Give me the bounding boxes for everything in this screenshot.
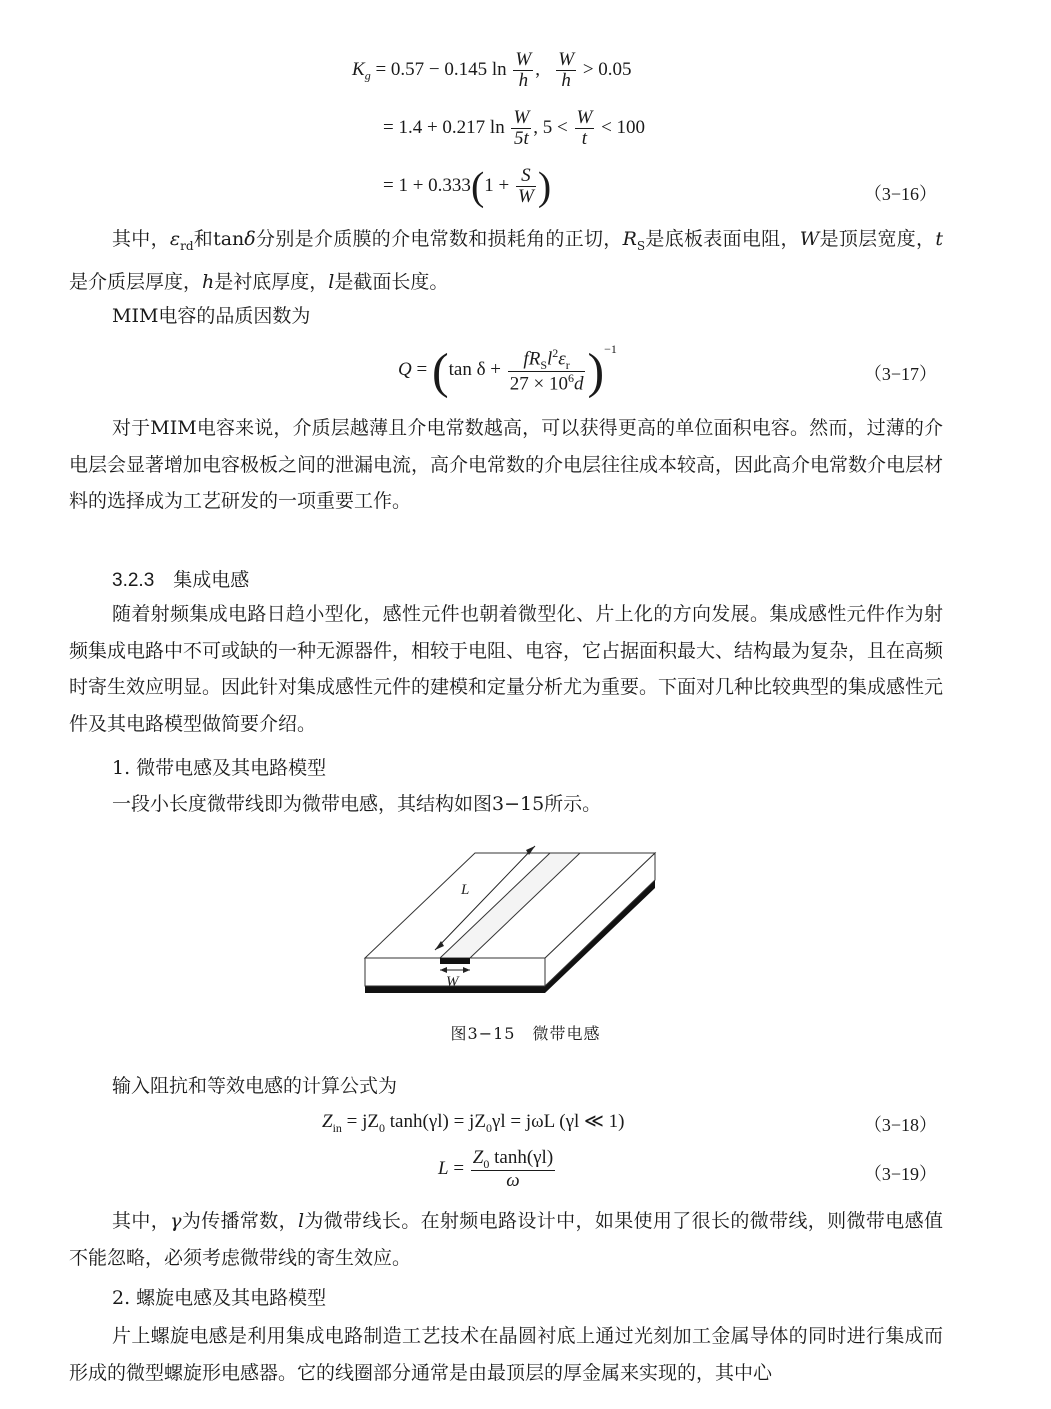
section-heading: 3.2.3 集成电感 bbox=[112, 570, 250, 591]
eq-3-16-line1: $K_g = 0.57 - 0.145$ ln $\frac{W}{h}$ , $\frac{W}{h}$ > 0.05 bbox=[352, 49, 632, 91]
figure-microstrip-inductor bbox=[355, 838, 665, 1010]
structure-intro: 一段小长度微带线即为微带电感，其结构如图3−15所示。 bbox=[112, 793, 602, 815]
paragraph-microstrip: 其中，γ为传播常数，l为微带线长。在射频电路设计中，如果使用了很长的微带线，则微带电感值不能忽略，必须考虑微带线的寄生效应。 bbox=[69, 1210, 943, 1269]
eq-3-16-line2: = 1.4 + 0.217 ln $\frac{W}{5t}$ , 5 < $\frac{W}{t}$ < 100 bbox=[383, 107, 646, 149]
eq-3-17: Q = (tan δ + $\frac{fR_Sl^2\varepsilon_r}{27 \times 10^6d}$ )$^{-1}$ bbox=[398, 342, 617, 399]
label-L: L bbox=[461, 882, 470, 898]
label-W: W bbox=[446, 974, 459, 990]
eq-3-17-number: （3−17） bbox=[863, 364, 937, 384]
eq-3-16-line3: = 1 + 0.333(1 + $\frac{S}{W}$ ) bbox=[383, 163, 552, 209]
eq-3-16-number: （3−16） bbox=[863, 184, 937, 204]
input-formula-intro: 输入阻抗和等效电感的计算公式为 bbox=[112, 1075, 398, 1097]
paragraph-mim: 对于MIM电容来说，介质层越薄且介电常数越高，可以获得更高的单位面积电容。然而，过薄的介电层会显著增加电容极板之间的泄漏电流，高介电常数的介电层往往成本较高，因此高介电常数介电层材料的选择成为工艺研发的一项重要工作。 bbox=[69, 417, 944, 512]
eq-3-18: $Z_{in} = jZ_0$ $\tanh(\gamma l) = jZ_0\gamma l = j\omega L$ (γl ≪ 1) bbox=[322, 1111, 625, 1135]
eq-3-19: L = $\frac{Z_0 \tanh(\gamma l)}{\omega}$ bbox=[438, 1147, 554, 1192]
eq-3-18-number: （3−18） bbox=[863, 1115, 937, 1135]
item-1-heading: 1. 微带电感及其电路模型 bbox=[112, 757, 327, 779]
eq-3-19-number: （3−19） bbox=[863, 1164, 937, 1184]
paragraph-integrated-inductor: 随着射频集成电路日趋小型化，感性元件也朝着微型化、片上化的方向发展。集成感性元件作为射频集成电路中不可或缺的一种无源器件，相较于电阻、电容，它占据面积最大、结构最为复杂，且在高频时寄生效应明显。因此针对集成感性元件的建模和定量分析尤为重要。下面对几种比较典型的集成感性元件及其电路模型做简要介绍。 bbox=[69, 603, 944, 735]
paragraph-spiral-inductor: 片上螺旋电感是利用集成电路制造工艺技术在晶圆衬底上通过光刻加工金属导体的同时进行集成而形成的微型螺旋形电感器。它的线圈部分通常是由最顶层的厚金属来实现的，其中心 bbox=[69, 1325, 943, 1384]
figure-caption: 图3−15 微带电感 bbox=[450, 1024, 601, 1043]
mim-q-intro: MIM电容的品质因数为 bbox=[112, 305, 311, 327]
paragraph-definitions: 其中，$\varepsilon_{rd}$和tanδ分别是介质膜的介电常数和损耗角的正切，$R_S$是底板表面电阻，W是顶层宽度，t是介质层厚度，h是衬底厚度，l是截面长度。 bbox=[69, 228, 943, 294]
item-2-heading: 2. 螺旋电感及其电路模型 bbox=[112, 1287, 327, 1309]
microstrip-end bbox=[440, 958, 470, 964]
